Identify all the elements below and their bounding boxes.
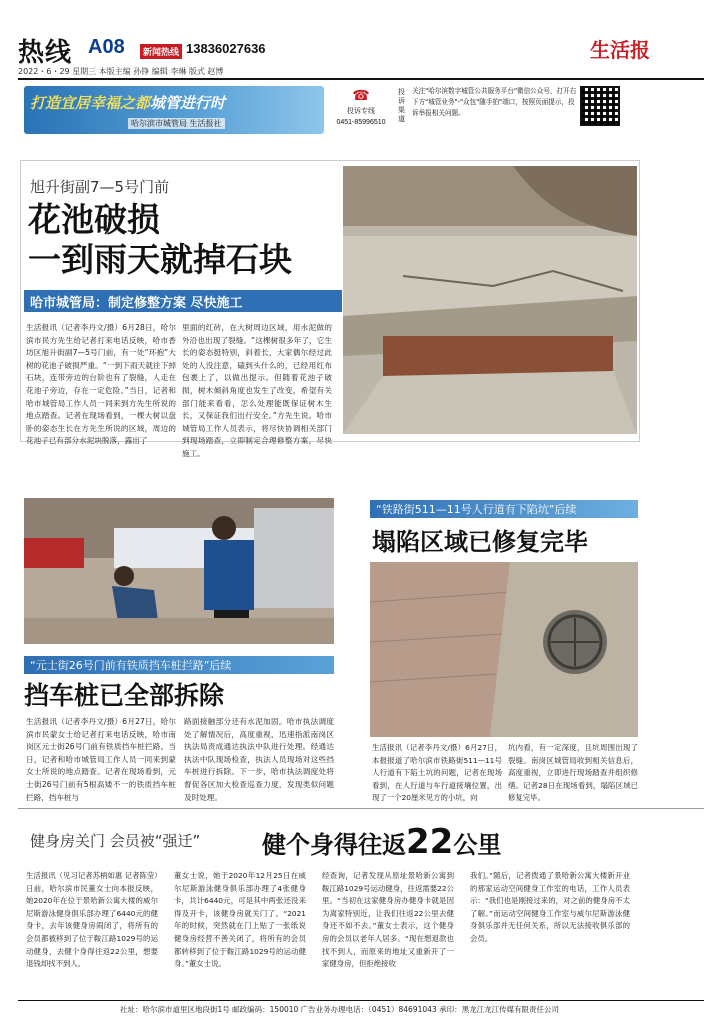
masthead-rule xyxy=(18,78,704,80)
hotline-number: 0451-85996510 xyxy=(336,119,386,126)
issue-meta: 2022・6・29 星期三 本版主编 孙铮 编辑 李琳 版式 赵博 xyxy=(18,67,224,76)
story4-column-3: 经查询，记者发现从原址景哈新公寓到鞍江路1029号运动健身，往返需要22公里。“当初在这家健身房办健身卡就是因为离家特别近，让我们往返22公里去健身还不如不去。”董女士表示，这个健身房的会员以老年人居多。“现在想退款也找不到人，而原来的地址又重新开了一家健身房，但拒绝接收 xyxy=(322,871,454,969)
story2-headline: 挡车桩已全部拆除 xyxy=(24,681,225,710)
story3-headline: 塌陷区域已修复完毕 xyxy=(372,528,588,556)
story2-column-1: 生活报讯（记者李丹文/摄）6月27日，哈尔滨市民蒙女士给记者打来电话反映，哈市南岗区元士街26号门前有铁质挡车桩拦路。当日，记者和哈市城管局工作人员一同来到蒙女士所说的地点踏查。记者在现场看到，元士街26号门前有5根高矮不一的铁质挡车桩拦路，挡车桩与 xyxy=(26,717,176,802)
footer-info: 社址：哈尔滨市道里区地段街1号 邮政编码：150010 广告业务办理电话：（0451）84691043 承印：黑龙江龙江传媒有限责任公司 xyxy=(120,1005,560,1014)
footer-rule xyxy=(18,1000,704,1001)
story4-headline-b: 公里 xyxy=(453,831,502,859)
hotline-tag: 新闻热线 xyxy=(140,44,182,59)
hotline-label: 投诉专线 xyxy=(347,107,375,115)
story4-headline-a: 健个身得往返 xyxy=(262,831,406,859)
story3-column-2: 坑内看，有一定深度，且坑周围出现了裂缝。南岗区城管局收到相关信息后，高度重视，立即进行现场踏查并组织修缮。记者28日在现场看到，塌陷区域已修复完毕。 xyxy=(508,743,638,803)
banner-slogan-b: 城管进行时 xyxy=(150,94,226,112)
hotline-box xyxy=(330,86,392,134)
story1-headline-line1: 花池破损 xyxy=(28,200,160,239)
story3-column-1: 生活报讯（记者李丹文/摄）6月27日，本报报道了哈尔滨市铁路街511—11号人行道有下陷土坑的问题，记者在现场看到，在人行道与车行道接壤位置，出现了一个20厘米见方的小坑，向 xyxy=(372,743,502,803)
section-divider xyxy=(18,808,704,809)
banner-slogan xyxy=(30,92,225,113)
hotline-phone: 13836027636 xyxy=(186,41,266,56)
story1-column-2: 里面的红砖，在大树周边区域，用水泥做的外沿也出现了裂缝。“这棵树很多年了，它生长的姿态挺特别，斜着长，大家偶尔经过此处的人没注意，磕到头什么的，已经用红布包裹上了，以做出提示。但随着花池子破损，树木倾斜角度也发生了改变，希望有关部门能来看看，怎么处理能既保证树木生长，又保证我们出行安全。”方先生说。哈市城管局工作人员表示，将尽快协调相关部门到现场踏查，立即制定合理修整方案，尽快施工。 xyxy=(182,323,332,458)
story4-column-4: 我们。”随后，记者拨通了景哈新公寓大楼新开业的那家运动空间健身工作室的电话，工作人员表示：“我们也是刚接过来的，对之前的健身房不太了解。”而运动空间健身工作室与威尔尼斯游泳健身俱乐部并无任何关系，所以无法接收俱乐部的会员。 xyxy=(470,871,630,943)
story4-headline xyxy=(262,822,501,862)
story1-column-1: 生活报讯（记者李丹文/摄）6月28日，哈尔滨市民方先生给记者打来电话反映，哈市香坊区旭升街副7—5号门前，有一处“环抱”大树的花池子破损严重。“一到下雨天就往下掉石块，连带旁边的台阶也有了裂缝，人走在花池子旁边，存在一定危险。”当日，记者和哈市城管局工作人员一同来到方先生所说的地点踏查。记者在现场看到，一棵大树以盘卧的姿态生长在方先生所说的区域，周边的花池子已有部分水泥块脱落，露出了 xyxy=(26,323,176,446)
banner-org: 哈尔滨市城管局 生活报社 xyxy=(128,118,225,129)
story1-photo xyxy=(343,166,637,434)
channel-label: 投诉渠道 xyxy=(398,88,405,123)
page-number: A08 xyxy=(88,36,125,58)
story1-kicker: 旭升街副7—5号门前 xyxy=(30,178,170,196)
story4-kicker: 健身房关门 会员被“强迁” xyxy=(30,832,201,850)
story1-subhead: 哈市城管局：制定修整方案 尽快施工 xyxy=(24,290,342,312)
story3-photo xyxy=(370,562,638,737)
story1-headline-line2: 一到雨天就掉石块 xyxy=(28,240,292,279)
story3-kicker: “铁路街511—11号人行道有下陷坑”后续 xyxy=(370,500,638,518)
story2-kicker: “元士街26号门前有铁质挡车桩拦路”后续 xyxy=(24,656,334,674)
newspaper-logo: 生活报 xyxy=(590,38,650,62)
phone-icon: ☎ xyxy=(352,88,370,104)
section-title: 热线 xyxy=(18,38,73,68)
channel-notice: 关注"哈尔滨数字城管公共服务平台"微信公众号，打开右下方"城管业务"-"众包"随手拍"端口，按照页面提示，投诉举报相关问题。 xyxy=(412,87,577,117)
story4-column-2: 董女士说，她于2020年12月25日在威尔尼斯游泳健身俱乐部办理了4张健身卡，共计6440元，可是其中两张还没来得及开卡，该健身房就关门了。“2021年的时候，突然就在门上贴了一张纸说健身房经营不善关闭了，将所有的会员都转移到了位于鞍江路1029号的运动健身。”董女士说。 xyxy=(174,871,306,969)
story4-headline-num: 22 xyxy=(406,822,454,862)
story1-headline xyxy=(28,200,348,280)
banner-slogan-a: 打造宜居幸福之都 xyxy=(30,94,151,112)
story4-column-1: 生活报讯（见习记者苏柄如惠 记者陈莹）日前，哈尔滨市民董女士向本报反映，她2020年在位于景哈新公寓大楼的威尔尼斯游泳健身俱乐部办理了6440元的健身卡，去年该健身房闹闭了，将所有的会员都被移到了位于鞍江路1029号的运动健身，去健个身得往返22公里，想要退钱却找不到人。 xyxy=(26,871,158,969)
story2-column-2: 路面接触部分还有水泥加固。哈市执法调度处了解情况后，高度重视，迅速指派南岗区执法局责成通达执法中队进行处理。经通达执法中队现场检查，执法人员现场对这些挡车桩进行拆除。下一步，哈市执法调度处将督促各区加大检查巡查力度，发现类似问题及时处理。 xyxy=(184,717,334,802)
qr-code-icon xyxy=(580,86,620,126)
story2-photo xyxy=(24,498,334,644)
